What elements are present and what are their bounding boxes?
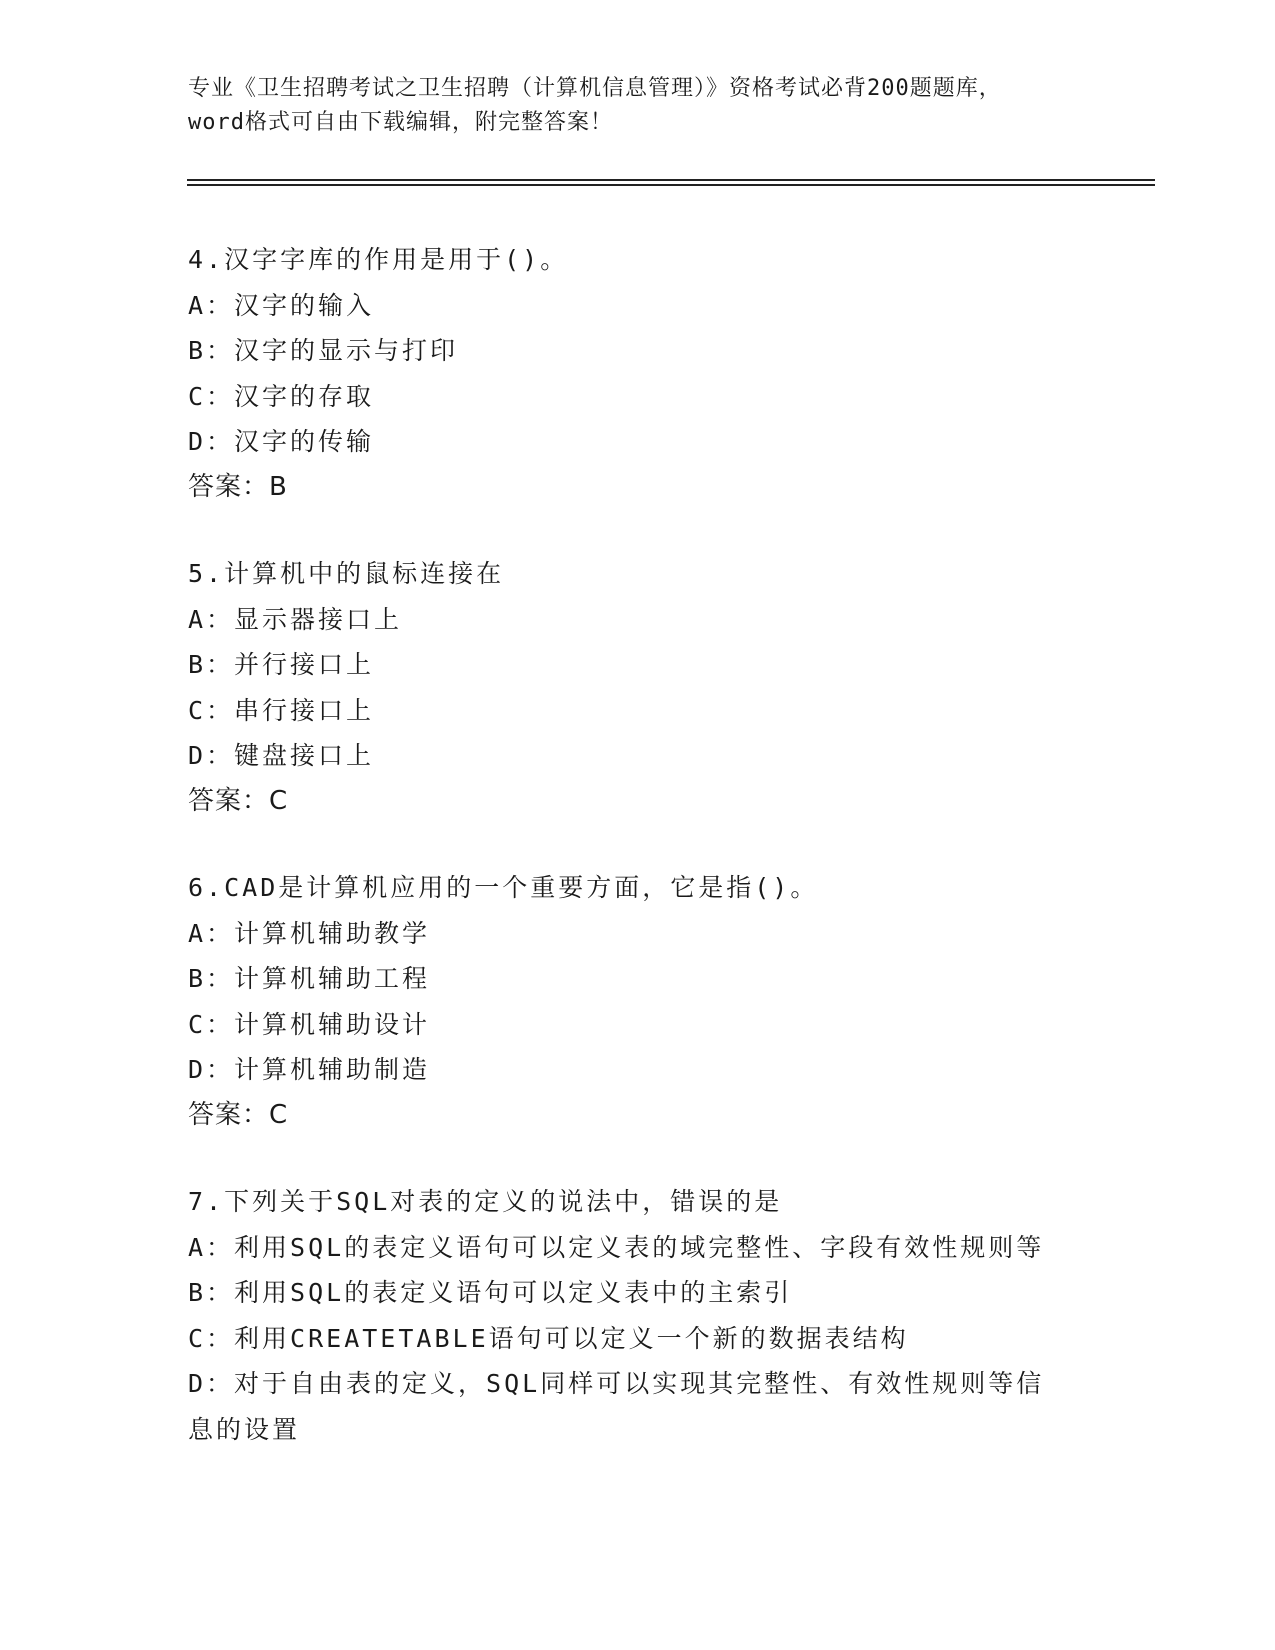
question-stem: 6.CAD是计算机应用的一个重要方面，它是指()。 [188, 873, 819, 902]
option-c: C：串行接口上 [188, 695, 375, 725]
option-b: B：并行接口上 [188, 650, 375, 679]
document-header [188, 72, 1088, 140]
question-stem: 4.汉字字库的作用是用于()。 [188, 245, 569, 274]
header-line-1: 专业《卫生招聘考试之卫生招聘（计算机信息管理）》资格考试必背200题题库， [188, 76, 1002, 101]
option-d: D：对于自由表的定义，SQL同样可以实现其完整性、有效性规则等信息的设置 [188, 1369, 1045, 1444]
question-stem: 5.计算机中的鼠标连接在 [188, 559, 505, 588]
header-divider-top [187, 179, 1155, 181]
option-c: C：汉字的存取 [188, 381, 375, 411]
header-line-2: word格式可自由下载编辑，附完整答案！ [188, 110, 613, 135]
header-divider-bottom [187, 184, 1155, 186]
option-a: A：汉字的输入 [188, 290, 375, 320]
option-b: B：汉字的显示与打印 [188, 336, 459, 365]
answer: 答案：C [188, 785, 289, 816]
option-d: D：汉字的传输 [188, 427, 375, 456]
answer: 答案：B [188, 471, 288, 502]
option-c: C：计算机辅助设计 [188, 1009, 431, 1039]
question-5 [188, 551, 1088, 824]
option-b: B：利用SQL的表定义语句可以定义表中的主索引 [188, 1278, 793, 1307]
option-c: C：利用CREATETABLE语句可以定义一个新的数据表结构 [188, 1323, 909, 1353]
option-d: D：计算机辅助制造 [188, 1055, 431, 1084]
option-a: A：显示器接口上 [188, 604, 403, 634]
question-stem: 7.下列关于SQL对表的定义的说法中，错误的是 [188, 1187, 783, 1216]
option-a: A：计算机辅助教学 [188, 918, 431, 948]
option-b: B：计算机辅助工程 [188, 964, 431, 993]
option-d: D：键盘接口上 [188, 741, 375, 770]
option-a: A：利用SQL的表定义语句可以定义表的域完整性、字段有效性规则等 [188, 1232, 1045, 1262]
question-list [188, 237, 1088, 1493]
question-6 [188, 865, 1088, 1138]
question-4 [188, 237, 1088, 510]
question-7 [188, 1179, 1088, 1452]
answer: 答案：C [188, 1099, 289, 1130]
